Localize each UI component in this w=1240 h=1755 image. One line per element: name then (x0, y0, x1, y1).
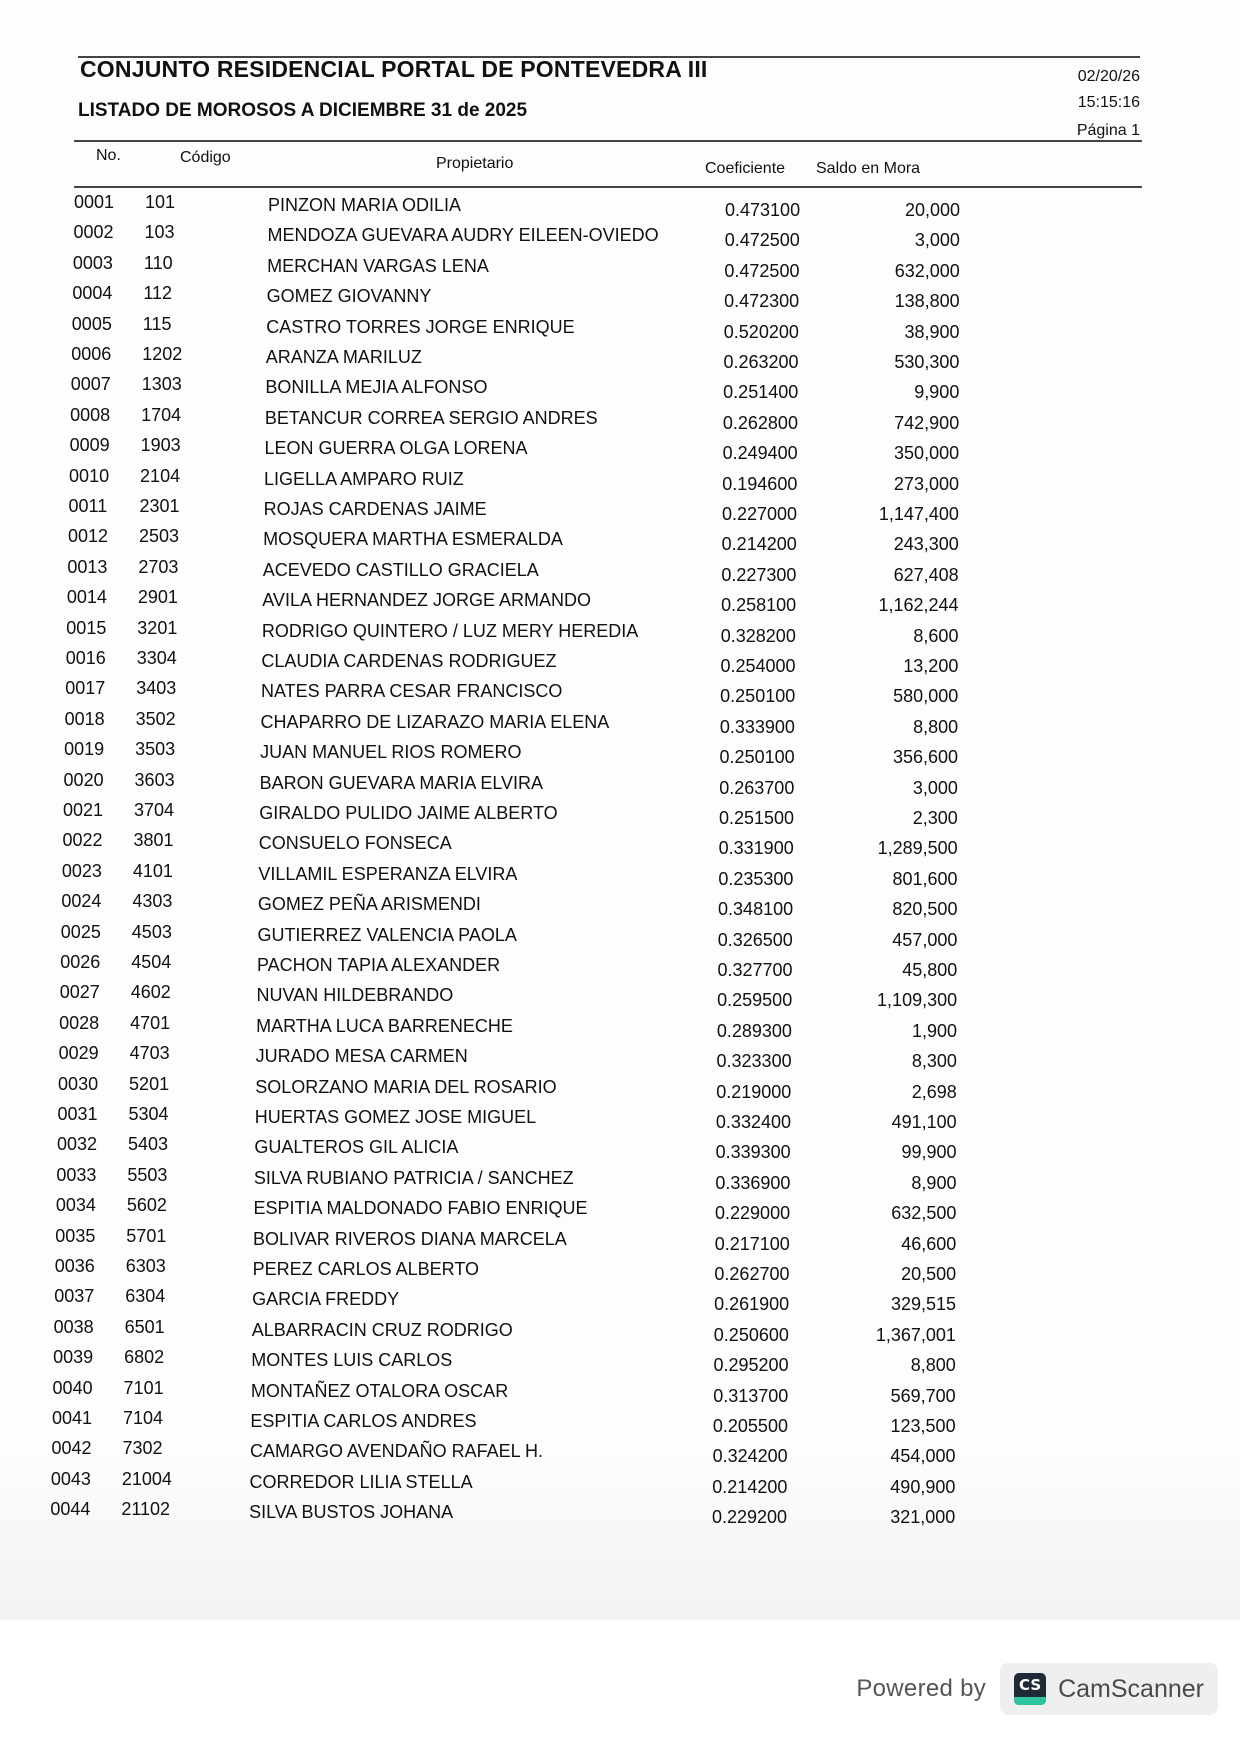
table-row (0, 587, 1240, 617)
table-row (0, 1256, 1240, 1286)
cell-no: 0020 (63, 769, 104, 790)
cell-propietario: NUVAN HILDEBRANDO (256, 985, 454, 1006)
table-row (0, 496, 1240, 526)
cell-saldo: 9,900 (914, 382, 960, 403)
cell-propietario: MONTES LUIS CARLOS (251, 1350, 453, 1371)
cell-saldo: 742,900 (894, 412, 960, 433)
cell-codigo: 2703 (138, 556, 179, 577)
table-row (0, 1043, 1240, 1073)
cell-no: 0017 (65, 678, 106, 699)
cell-propietario: CLAUDIA CARDENAS RODRIGUEZ (261, 651, 557, 671)
cell-saldo: 350,000 (894, 443, 960, 464)
cell-saldo: 1,162,244 (878, 595, 959, 616)
camscanner-logo-text: CS (1019, 1676, 1042, 1694)
cell-codigo: 1903 (140, 435, 181, 456)
cell-propietario: JURADO MESA CARMEN (255, 1046, 468, 1067)
table-row (0, 253, 1240, 283)
cell-no: 0039 (53, 1347, 94, 1368)
table-row (0, 557, 1240, 587)
cell-no: 0030 (58, 1073, 99, 1094)
cell-codigo: 2901 (137, 587, 178, 608)
cell-propietario: SILVA RUBIANO PATRICIA / SANCHEZ (253, 1167, 574, 1188)
cell-saldo: 13,200 (903, 656, 959, 676)
cell-propietario: ARANZA MARILUZ (265, 347, 422, 367)
cell-coeficiente: 0.327700 (717, 960, 793, 980)
table-row (0, 283, 1240, 313)
cell-propietario: MARTHA LUCA BARRENECHE (256, 1015, 513, 1036)
cell-coeficiente: 0.328200 (720, 625, 796, 646)
table-row (0, 1165, 1240, 1195)
cell-propietario: GOMEZ GIOVANNY (266, 286, 432, 307)
cell-propietario: ROJAS CARDENAS JAIME (263, 499, 487, 519)
cell-coeficiente: 0.258100 (721, 595, 797, 616)
cell-propietario: ESPITIA MALDONADO FABIO ENRIQUE (253, 1198, 588, 1219)
cell-coeficiente: 0.205500 (712, 1416, 788, 1436)
cell-no: 0032 (56, 1134, 97, 1155)
cell-no: 0033 (56, 1164, 97, 1185)
cell-codigo: 21004 (121, 1468, 172, 1489)
cell-codigo: 4504 (131, 952, 172, 972)
cell-coeficiente: 0.250100 (720, 686, 796, 707)
cell-codigo: 1202 (142, 344, 183, 364)
cell-saldo: 1,900 (911, 1020, 958, 1041)
table-row (0, 1378, 1240, 1408)
cell-codigo: 2301 (139, 496, 180, 516)
cell-coeficiente: 0.227300 (721, 564, 797, 585)
cell-saldo: 3,000 (912, 777, 958, 798)
report-subtitle: LISTADO DE MOROSOS A DICIEMBRE 31 de 2025 (78, 100, 528, 121)
cell-propietario: NATES PARRA CESAR FRANCISCO (260, 681, 563, 702)
table-row (0, 1317, 1240, 1347)
camscanner-badge (1000, 1663, 1218, 1715)
cell-no: 0010 (69, 465, 110, 486)
cell-propietario: MERCHAN VARGAS LENA (267, 255, 489, 276)
cell-coeficiente: 0.331900 (718, 838, 794, 859)
report-time: 15:15:16 (1077, 94, 1140, 111)
page-number: Página 1 (1076, 122, 1140, 139)
cell-codigo: 6802 (124, 1347, 165, 1368)
cell-no: 0037 (54, 1286, 95, 1307)
cell-coeficiente: 0.263200 (723, 352, 799, 372)
cell-coeficiente: 0.229200 (711, 1507, 788, 1528)
cell-saldo: 1,367,001 (875, 1324, 956, 1345)
header-top-rule (74, 140, 1142, 142)
cell-codigo: 7302 (122, 1438, 163, 1459)
cell-saldo: 273,000 (893, 473, 959, 494)
cell-no: 0023 (61, 860, 102, 881)
cell-propietario: VILLAMIL ESPERANZA ELVIRA (258, 863, 518, 884)
cell-coeficiente: 0.250600 (713, 1324, 789, 1345)
cell-coeficiente: 0.295200 (713, 1355, 789, 1376)
table-row (0, 466, 1240, 496)
table-row (0, 922, 1240, 952)
table-row (0, 1469, 1240, 1499)
cell-propietario: MONTAÑEZ OTALORA OSCAR (250, 1380, 509, 1401)
cell-saldo: 491,100 (891, 1112, 957, 1132)
cell-codigo: 4303 (132, 891, 173, 912)
cell-codigo: 5201 (129, 1073, 170, 1094)
table-row (0, 192, 1240, 222)
cell-coeficiente: 0.473100 (725, 200, 801, 220)
cell-propietario: PEREZ CARLOS ALBERTO (252, 1259, 480, 1279)
cell-no: 0043 (50, 1468, 91, 1489)
table-row (0, 1347, 1240, 1377)
cell-coeficiente: 0.261900 (714, 1294, 790, 1315)
cell-coeficiente: 0.326500 (717, 929, 793, 950)
cell-saldo: 321,000 (890, 1507, 956, 1528)
table-row (0, 709, 1240, 739)
cell-saldo: 8,600 (913, 625, 959, 646)
cell-no: 0001 (74, 192, 115, 212)
cell-saldo: 8,300 (911, 1051, 957, 1072)
cell-propietario: BOLIVAR RIVEROS DIANA MARCELA (253, 1228, 567, 1249)
cell-codigo: 4503 (131, 921, 172, 942)
cell-codigo: 4101 (132, 860, 173, 881)
cell-coeficiente: 0.259500 (717, 990, 793, 1011)
table-row (0, 405, 1240, 435)
cell-no: 0016 (65, 648, 106, 668)
cell-no: 0031 (57, 1104, 98, 1124)
cell-no: 0006 (71, 344, 112, 364)
cell-codigo: 3201 (137, 617, 178, 638)
cell-no: 0025 (60, 921, 101, 942)
cell-codigo: 3603 (134, 769, 175, 790)
cell-saldo: 138,800 (894, 291, 960, 312)
cell-propietario: PINZON MARIA ODILIA (268, 195, 462, 215)
cell-no: 0034 (55, 1195, 96, 1216)
cell-codigo: 6304 (125, 1286, 166, 1307)
cell-no: 0002 (73, 222, 114, 243)
cell-coeficiente: 0.227000 (721, 504, 798, 524)
cell-no: 0014 (66, 587, 107, 608)
cell-no: 0027 (59, 982, 100, 1003)
cell-saldo: 356,600 (892, 747, 959, 768)
cell-saldo: 632,000 (894, 260, 960, 281)
cell-codigo: 5602 (126, 1195, 167, 1216)
cell-saldo: 1,109,300 (877, 990, 958, 1011)
cell-codigo: 2104 (140, 465, 181, 486)
cell-saldo: 123,500 (890, 1416, 956, 1436)
cell-saldo: 801,600 (892, 868, 958, 889)
table-row (0, 1408, 1240, 1438)
cell-propietario: ALBARRACIN CRUZ RODRIGO (251, 1319, 513, 1340)
cell-codigo: 7101 (123, 1377, 164, 1398)
cell-coeficiente: 0.336900 (715, 1172, 791, 1193)
table-row (0, 952, 1240, 982)
column-header-no: No. (96, 147, 121, 164)
cell-codigo: 101 (145, 192, 176, 212)
cell-saldo: 1,289,500 (877, 838, 958, 859)
cell-coeficiente: 0.289300 (716, 1020, 792, 1041)
header-bottom-rule (74, 186, 1142, 188)
cell-coeficiente: 0.214200 (721, 534, 797, 555)
cell-codigo: 5503 (127, 1164, 168, 1185)
cell-codigo: 1303 (141, 374, 182, 395)
cell-no: 0024 (61, 891, 102, 912)
table-row (0, 1104, 1240, 1134)
cell-codigo: 6501 (124, 1316, 165, 1337)
cell-propietario: GARCIA FREDDY (252, 1289, 400, 1310)
cell-propietario: RODRIGO QUINTERO / LUZ MERY HEREDIA (261, 620, 639, 641)
cell-no: 0013 (67, 556, 108, 577)
cell-saldo: 99,900 (901, 1142, 957, 1163)
cell-saldo: 569,700 (890, 1385, 956, 1406)
cell-coeficiente: 0.323300 (716, 1051, 792, 1072)
cell-saldo: 8,800 (910, 1355, 956, 1376)
cell-codigo: 103 (144, 222, 175, 243)
table-row (0, 1195, 1240, 1225)
cell-propietario: AVILA HERNANDEZ JORGE ARMANDO (262, 590, 591, 611)
cell-codigo: 2503 (138, 526, 179, 547)
camscanner-brand: CamScanner (1058, 1674, 1204, 1703)
cell-codigo: 3801 (133, 830, 174, 851)
cell-propietario: MOSQUERA MARTHA ESMERALDA (263, 529, 563, 550)
cell-saldo: 3,000 (914, 230, 960, 251)
cell-propietario: GIRALDO PULIDO JAIME ALBERTO (259, 803, 558, 823)
cell-no: 0008 (70, 404, 111, 425)
cell-coeficiente: 0.332400 (715, 1112, 791, 1132)
cell-propietario: ACEVEDO CASTILLO GRACIELA (262, 559, 539, 580)
cell-propietario: LEON GUERRA OLGA LORENA (264, 438, 528, 459)
cell-propietario: SILVA BUSTOS JOHANA (249, 1502, 454, 1523)
cell-codigo: 21102 (121, 1499, 171, 1520)
cell-codigo: 5403 (127, 1134, 168, 1155)
table-row (0, 344, 1240, 374)
cell-propietario: MENDOZA GUEVARA AUDRY EILEEN-OVIEDO (267, 225, 659, 246)
cell-coeficiente: 0.472500 (724, 260, 800, 281)
cell-saldo: 8,900 (911, 1172, 957, 1193)
cell-propietario: BONILLA MEJIA ALFONSO (265, 377, 488, 398)
report-date: 02/20/26 (1077, 68, 1140, 85)
cell-saldo: 580,000 (893, 686, 959, 707)
cell-saldo: 454,000 (890, 1446, 956, 1467)
camscanner-logo-icon (1014, 1673, 1046, 1705)
cell-codigo: 5701 (126, 1225, 167, 1246)
camscanner-logo-accent (1014, 1697, 1046, 1705)
table-row (0, 314, 1240, 344)
table-row (0, 800, 1240, 830)
table-row (0, 1013, 1240, 1043)
column-header-saldo: Saldo en Mora (816, 160, 921, 177)
cell-coeficiente: 0.263700 (719, 777, 795, 798)
cell-codigo: 115 (142, 313, 172, 334)
table-row (0, 222, 1240, 252)
table-row (0, 1074, 1240, 1104)
cell-coeficiente: 0.249400 (722, 443, 798, 464)
cell-no: 0003 (72, 252, 113, 273)
cell-saldo: 243,300 (893, 534, 959, 555)
cell-saldo: 490,900 (890, 1476, 956, 1497)
table-row (0, 891, 1240, 921)
column-header-propietario: Propietario (436, 155, 514, 172)
report-title: CONJUNTO RESIDENCIAL PORTAL DE PONTEVEDRA III (80, 56, 708, 82)
cell-no: 0038 (53, 1316, 94, 1337)
cell-saldo: 20,500 (901, 1264, 957, 1284)
cell-coeficiente: 0.333900 (719, 716, 795, 737)
cell-no: 0021 (63, 800, 104, 820)
cell-codigo: 3704 (134, 800, 175, 820)
table-row (0, 1438, 1240, 1468)
cell-codigo: 3403 (136, 678, 177, 699)
cell-codigo: 3502 (135, 708, 176, 729)
cell-coeficiente: 0.250100 (719, 747, 795, 768)
cell-coeficiente: 0.262700 (714, 1264, 790, 1284)
cell-coeficiente: 0.520200 (723, 321, 799, 342)
table-row (0, 374, 1240, 404)
cell-saldo: 329,515 (890, 1294, 957, 1315)
cell-saldo: 457,000 (892, 929, 958, 950)
cell-propietario: CONSUELO FONSECA (258, 833, 452, 854)
cell-codigo: 6303 (125, 1256, 166, 1276)
cell-saldo: 8,800 (913, 716, 959, 737)
cell-codigo: 4701 (130, 1012, 171, 1033)
cell-codigo: 110 (143, 252, 173, 273)
cell-codigo: 3304 (136, 648, 177, 668)
cell-no: 0011 (68, 496, 108, 516)
cell-no: 0029 (58, 1043, 99, 1064)
table-row (0, 1226, 1240, 1256)
table-row (0, 1134, 1240, 1164)
cell-saldo: 45,800 (902, 960, 958, 980)
camscanner-watermark (856, 1663, 1218, 1715)
cell-propietario: GUTIERREZ VALENCIA PAOLA (257, 924, 517, 945)
cell-propietario: CHAPARRO DE LIZARAZO MARIA ELENA (260, 711, 610, 732)
cell-saldo: 820,500 (892, 899, 958, 920)
cell-coeficiente: 0.339300 (715, 1142, 791, 1163)
cell-propietario: CORREDOR LILIA STELLA (249, 1471, 473, 1492)
cell-coeficiente: 0.229000 (715, 1203, 791, 1224)
cell-coeficiente: 0.254000 (720, 656, 796, 676)
powered-by-label: Powered by (856, 1675, 987, 1702)
table-row (0, 648, 1240, 678)
cell-no: 0042 (51, 1438, 92, 1459)
cell-no: 0036 (54, 1256, 95, 1276)
column-header-codigo: Código (180, 149, 231, 166)
cell-saldo: 627,408 (893, 564, 959, 585)
table-row (0, 1499, 1240, 1529)
cell-coeficiente: 0.219000 (716, 1081, 792, 1102)
table-row (0, 770, 1240, 800)
cell-no: 0019 (64, 739, 105, 760)
cell-no: 0018 (64, 708, 105, 729)
table-row (0, 982, 1240, 1012)
table-row (0, 618, 1240, 648)
table-row (0, 1286, 1240, 1316)
cell-codigo: 5304 (128, 1104, 169, 1124)
cell-codigo: 4602 (130, 982, 171, 1003)
cell-propietario: ESPITIA CARLOS ANDRES (250, 1411, 477, 1431)
cell-saldo: 1,147,400 (878, 504, 959, 524)
cell-propietario: CAMARGO AVENDAÑO RAFAEL H. (249, 1441, 544, 1462)
cell-saldo: 38,900 (904, 321, 960, 342)
cell-coeficiente: 0.324200 (712, 1446, 788, 1467)
table-row (0, 678, 1240, 708)
cell-coeficiente: 0.472500 (724, 230, 800, 251)
cell-no: 0012 (67, 526, 108, 547)
cell-propietario: GUALTEROS GIL ALICIA (254, 1137, 459, 1158)
cell-codigo: 4703 (129, 1043, 170, 1064)
table-row (0, 435, 1240, 465)
cell-saldo: 20,000 (904, 200, 960, 220)
table-row (0, 739, 1240, 769)
table-row (0, 526, 1240, 556)
cell-propietario: PACHON TAPIA ALEXANDER (257, 955, 501, 975)
cell-saldo: 46,600 (901, 1233, 957, 1254)
cell-coeficiente: 0.472300 (724, 291, 800, 312)
cell-no: 0041 (52, 1408, 93, 1428)
cell-propietario: GOMEZ PEÑA ARISMENDI (257, 894, 481, 915)
cell-no: 0028 (59, 1012, 100, 1033)
table-row (0, 830, 1240, 860)
cell-propietario: LIGELLA AMPARO RUIZ (264, 468, 464, 489)
cell-propietario: SOLORZANO MARIA DEL ROSARIO (255, 1076, 557, 1097)
cell-coeficiente: 0.235300 (718, 868, 794, 889)
cell-no: 0022 (62, 830, 103, 851)
cell-coeficiente: 0.313700 (713, 1385, 789, 1406)
cell-coeficiente: 0.217100 (714, 1233, 790, 1254)
cell-saldo: 2,698 (911, 1081, 957, 1102)
cell-coeficiente: 0.262800 (722, 412, 798, 433)
cell-no: 0009 (69, 435, 110, 456)
cell-no: 0044 (50, 1499, 91, 1520)
cell-coeficiente: 0.251500 (718, 808, 795, 828)
cell-codigo: 1704 (141, 404, 182, 425)
cell-coeficiente: 0.214200 (712, 1476, 788, 1497)
cell-coeficiente: 0.194600 (722, 473, 798, 494)
cell-saldo: 632,500 (891, 1203, 957, 1224)
cell-propietario: JUAN MANUEL RIOS ROMERO (260, 742, 522, 763)
cell-no: 0040 (52, 1377, 93, 1398)
table-row (0, 861, 1240, 891)
cell-no: 0026 (60, 952, 101, 972)
cell-codigo: 112 (143, 283, 173, 304)
cell-codigo: 3503 (135, 739, 176, 760)
cell-codigo: 7104 (123, 1408, 164, 1428)
cell-saldo: 2,300 (912, 808, 958, 828)
cell-propietario: HUERTAS GOMEZ JOSE MIGUEL (254, 1107, 537, 1127)
cell-saldo: 530,300 (894, 352, 960, 372)
cell-no: 0007 (70, 374, 111, 395)
column-header-coeficiente: Coeficiente (705, 160, 786, 177)
cell-no: 0015 (66, 617, 107, 638)
cell-coeficiente: 0.348100 (718, 899, 794, 920)
cell-propietario: BARON GUEVARA MARIA ELVIRA (259, 772, 544, 793)
cell-no: 0005 (71, 313, 112, 334)
cell-propietario: CASTRO TORRES JORGE ENRIQUE (266, 316, 575, 337)
cell-no: 0035 (55, 1225, 96, 1246)
cell-no: 0004 (72, 283, 113, 304)
cell-coeficiente: 0.251400 (723, 382, 799, 403)
cell-propietario: BETANCUR CORREA SERGIO ANDRES (264, 407, 598, 428)
